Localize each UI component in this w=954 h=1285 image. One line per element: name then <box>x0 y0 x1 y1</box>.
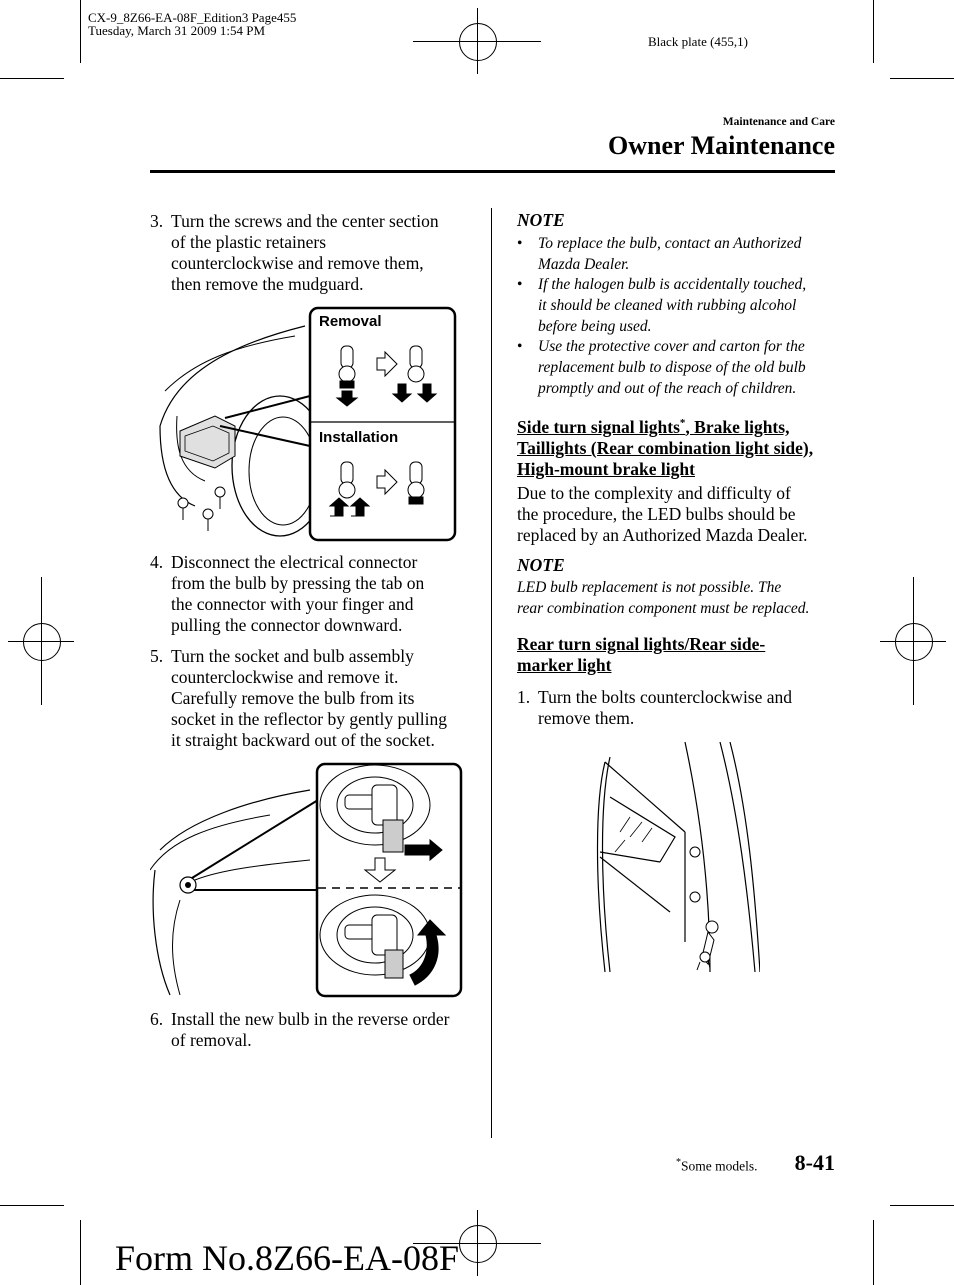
page-title: Owner Maintenance <box>608 131 835 160</box>
print-header-date: Tuesday, March 31 2009 1:54 PM <box>88 23 266 38</box>
step-number: 1. <box>517 687 531 707</box>
print-header-plate: Black plate (455,1) <box>648 34 748 49</box>
led-paragraph: Due to the complexity and difficulty of the procedure, the LED bulbs should be replaced by an Authorized Mazda Dealer. <box>517 483 808 545</box>
bullet-icon: • <box>517 235 523 252</box>
note-title: NOTE <box>517 210 565 230</box>
column-divider <box>491 208 492 1138</box>
footnote: *Some models. <box>676 1157 758 1174</box>
section-heading-rear-turn: Rear turn signal lights/Rear side- marker light <box>517 634 766 675</box>
step-number: 4. <box>150 552 164 572</box>
note-text: LED bulb replacement is not possible. The rear combination component must be replaced. <box>517 579 810 617</box>
step-number: 6. <box>150 1009 164 1029</box>
print-header-file: CX-9_8Z66-EA-08F_Edition3 Page455 <box>88 10 297 25</box>
installation-label: Installation <box>319 429 399 446</box>
page-number: 8-41 <box>794 1150 835 1175</box>
mudguard-removal-figure <box>155 306 460 544</box>
bulb-removal-figure <box>150 760 465 1000</box>
note-title: NOTE <box>517 555 565 575</box>
step-number: 5. <box>150 646 164 666</box>
section-heading-side-turn: Side turn signal lights*, Brake lights, Taillights (Rear combination light side), High-mount brake light <box>517 416 814 479</box>
section-category: Maintenance and Care <box>722 116 835 128</box>
bullet-icon: • <box>517 276 523 293</box>
removal-label: Removal <box>319 313 382 330</box>
step-number: 3. <box>150 211 164 231</box>
header-rule <box>150 170 835 173</box>
footnote-star: * <box>676 1157 681 1168</box>
rear-light-figure <box>590 742 760 977</box>
form-number: Form No.8Z66-EA-08F <box>115 1238 459 1278</box>
bullet-icon: • <box>517 338 523 355</box>
